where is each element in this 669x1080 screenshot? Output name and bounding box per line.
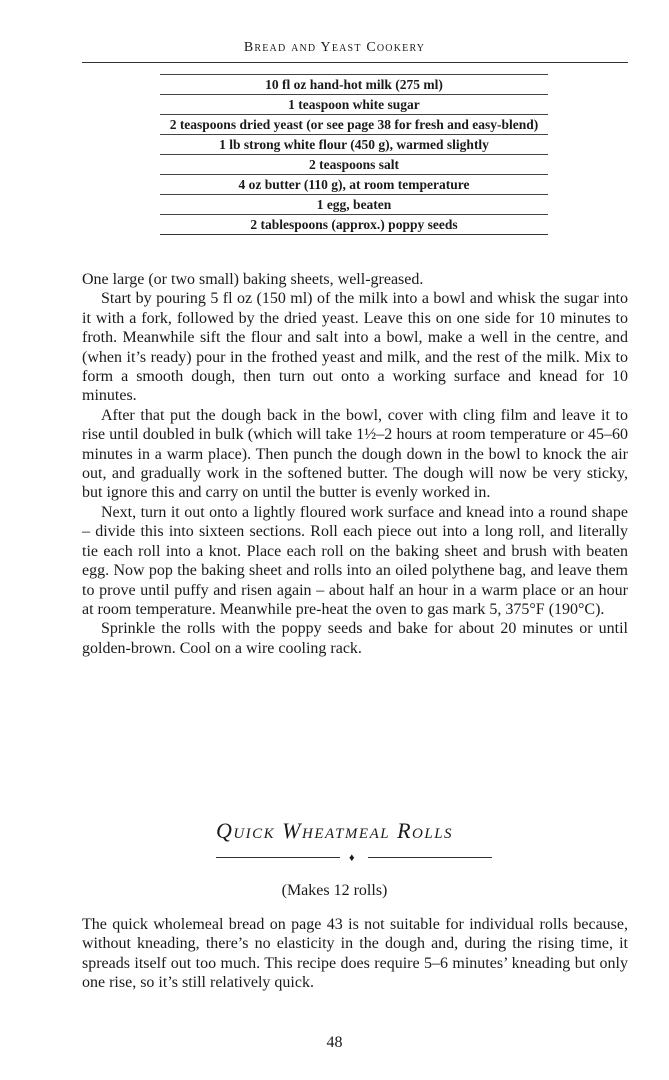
ingredient-item: 1 teaspoon white sugar (160, 95, 548, 115)
diamond-icon: ♦ (349, 852, 355, 864)
method-paragraph: Next, turn it out onto a lightly floured work surface and knead into a round shape – divide this into sixteen sections. Roll each piece out into a long roll, and literally tie each roll into a knot. Place each roll on the baking sheet and brush with beaten egg. Now pop the baking sheet and rolls into an oiled polythene bag, and leave them to prove until puffy and risen again – about half an hour in a warm place or an hour at room temperature. Meanwhile pre-heat the oven to gas mark 5, 375°F (190°C). (82, 503, 628, 618)
ingredient-item: 1 egg, beaten (160, 195, 548, 215)
ingredient-item: 10 fl oz hand-hot milk (275 ml) (160, 75, 548, 95)
header-rule (82, 62, 628, 63)
method-text (82, 270, 628, 658)
page-number: 48 (326, 1034, 343, 1051)
ingredient-item: 2 teaspoons salt (160, 155, 548, 175)
ingredient-item: 2 teaspoons dried yeast (or see page 38 for fresh and easy-blend) (160, 115, 548, 135)
method-paragraph: One large (or two small) baking sheets, well-greased. (82, 271, 424, 288)
ingredient-item: 2 tablespoons (approx.) poppy seeds (160, 215, 548, 235)
intro-text (82, 915, 628, 993)
title-ornament (216, 852, 492, 864)
ingredients-list (160, 74, 548, 235)
recipe-yield: (Makes 12 rolls) (281, 882, 388, 899)
method-paragraph: After that put the dough back in the bowl, cover with cling film and leave it to rise until doubled in bulk (which will take 1½–2 hours at room temperature or 45–60 minutes in a warm place). Then punch the dough down in the bowl to knock the air out, and gradually work in the softened butter. The dough will now be very sticky, but ignore this and carry on until the butter is evenly worked in. (82, 406, 628, 502)
running-head: Bread and Yeast Cookery (243, 40, 426, 55)
intro-paragraph: The quick wholemeal bread on page 43 is not suitable for individual rolls because, without kneading, there’s no elasticity in the dough and, during the rising time, it spreads itself out too much. This recipe does require 5–6 minutes’ kneading but only one rise, so it’s still relatively quick. (82, 916, 628, 992)
ornament-rule-right (368, 857, 492, 858)
ornament-rule-left (216, 857, 340, 858)
ingredient-item: 4 oz butter (110 g), at room temperature (160, 175, 548, 195)
recipe-title: Quick Wheatmeal Rolls (215, 818, 454, 843)
method-paragraph: Start by pouring 5 fl oz (150 ml) of the milk into a bowl and whisk the sugar into it with a fork, followed by the dried yeast. Leave this on one side for 10 minutes to froth. Meanwhile sift the flour and salt into a bowl, make a well in the centre, and (when it’s ready) pour in the frothed yeast and milk, and the rest of the milk. Mix to form a smooth dough, then turn out onto a working surface and knead for 10 minutes. (82, 290, 628, 405)
method-paragraph: Sprinkle the rolls with the poppy seeds and bake for about 20 minutes or until golden-brown. Cool on a wire cooling rack. (82, 620, 628, 657)
ingredient-item: 1 lb strong white flour (450 g), warmed slightly (160, 135, 548, 155)
